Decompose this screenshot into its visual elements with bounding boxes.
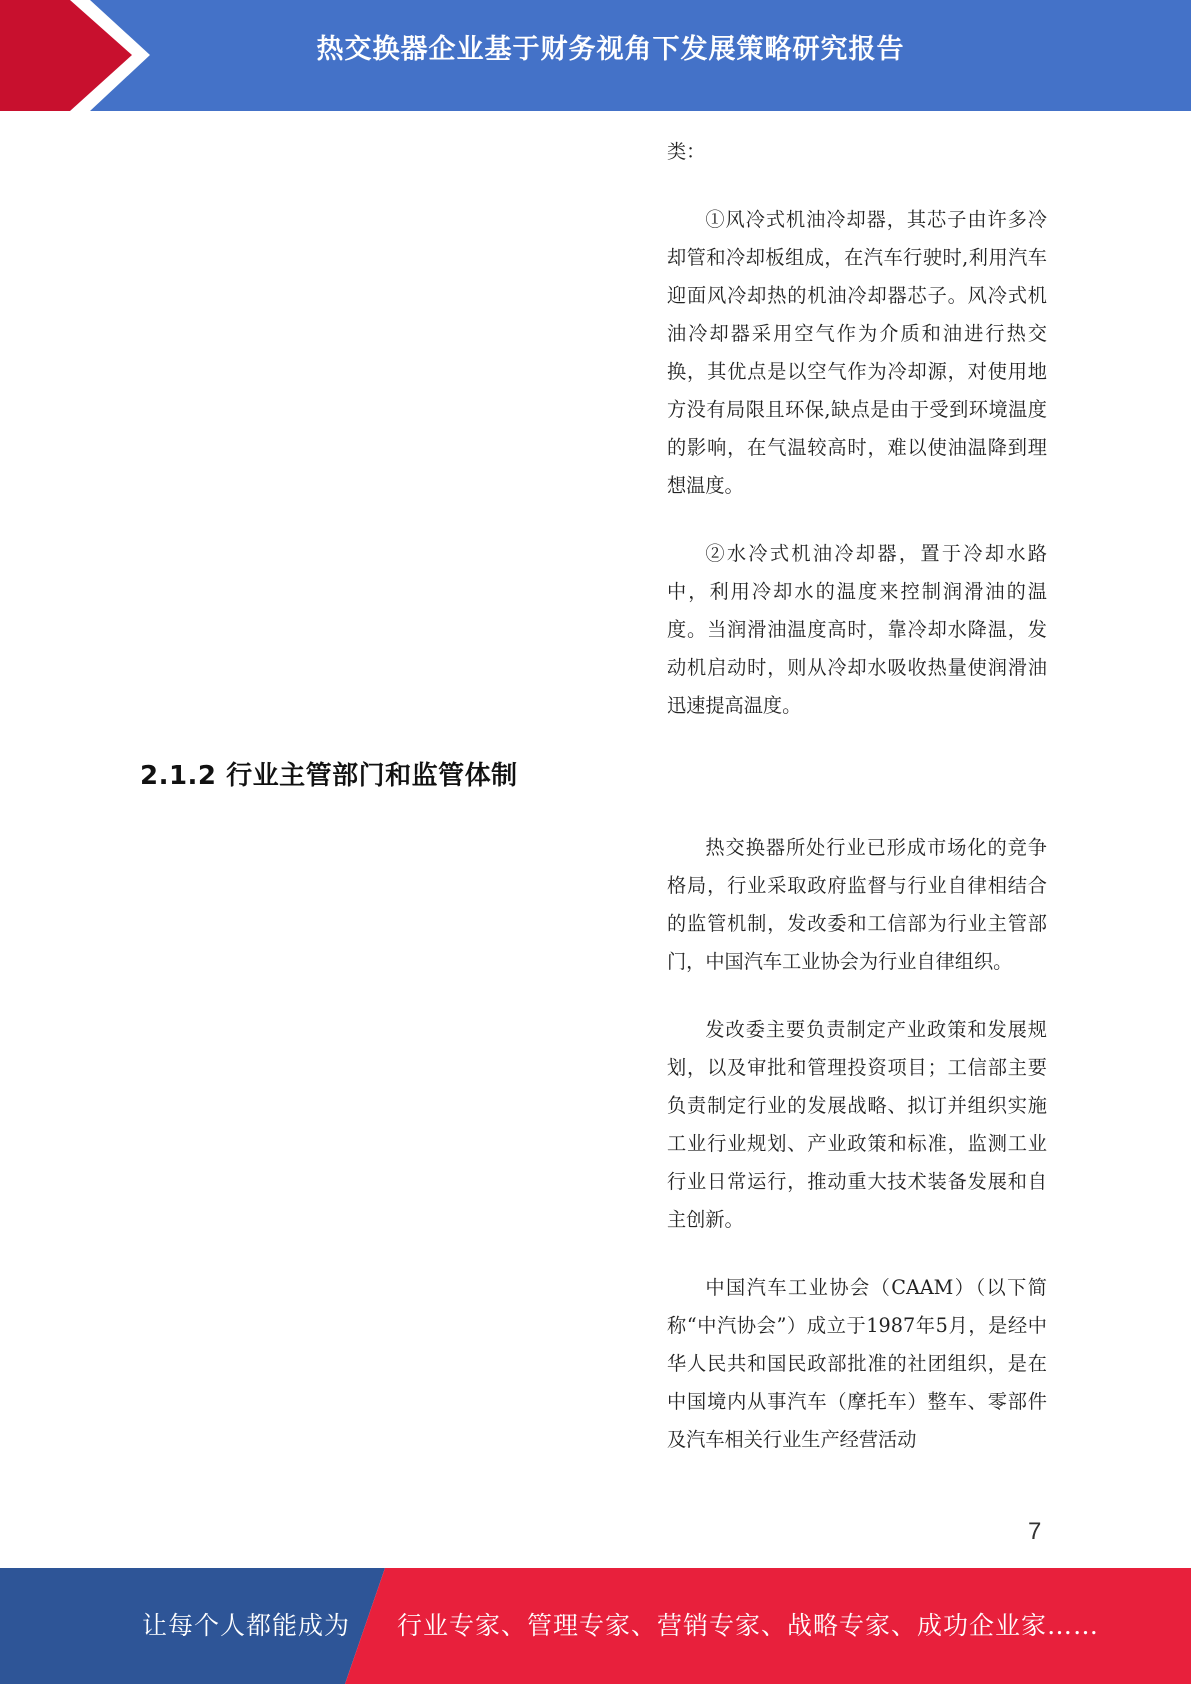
- report-title: 热交换器企业基于财务视角下发展策略研究报告: [316, 34, 905, 65]
- paragraph: 中国汽车工业协会（CAAM）（以下简称“中汽协会”）成立于1987年5月，是经中华人民共和国民政部批准的社团组织，是在中国境内从事汽车（摩托车）整车、零部件及汽车相关行业生产经营活动: [667, 1276, 1047, 1451]
- paragraph: 热交换器所处行业已形成市场化的竞争格局，行业采取政府监督与行业自律相结合的监管机制，发改委和工信部为行业主管部门，中国汽车工业协会为行业自律组织。: [667, 836, 1047, 973]
- paragraph: 发改委主要负责制定产业政策和发展规划，以及审批和管理投资项目；工信部主要负责制定行业的发展战略、拟订并组织实施工业行业规划、产业政策和标准，监测工业行业日常运行，推动重大技术装备发展和自主创新。: [667, 1018, 1047, 1231]
- text-column-bottom: [667, 829, 1047, 1459]
- page-header: [0, 0, 1191, 111]
- paragraph: ②水冷式机油冷却器，置于冷却水路中，利用冷却水的温度来控制润滑油的温度。当润滑油温度高时，靠冷却水降温，发动机启动时，则从冷却水吸收热量使润滑油迅速提高温度。: [667, 542, 1047, 717]
- section-heading: 2.1.2 行业主管部门和监管体制: [140, 761, 518, 791]
- paragraph: 类：: [667, 140, 706, 163]
- footer-slogan-left: 让每个人都能成为: [142, 1611, 351, 1640]
- footer-slogan-right: 行业专家、管理专家、营销专家、战略专家、成功企业家……: [397, 1611, 1100, 1640]
- text-column-top: [667, 133, 1047, 725]
- page-number: 7: [1028, 1518, 1042, 1545]
- paragraph: ①风冷式机油冷却器，其芯子由许多冷却管和冷却板组成，在汽车行驶时,利用汽车迎面风冷却热的机油冷却器芯子。风冷式机油冷却器采用空气作为介质和油进行热交换，其优点是以空气作为冷却源，对使用地方没有局限且环保,缺点是由于受到环境温度的影响，在气温较高时，难以使油温降到理想温度。: [667, 208, 1047, 497]
- page-footer: [0, 1568, 1191, 1684]
